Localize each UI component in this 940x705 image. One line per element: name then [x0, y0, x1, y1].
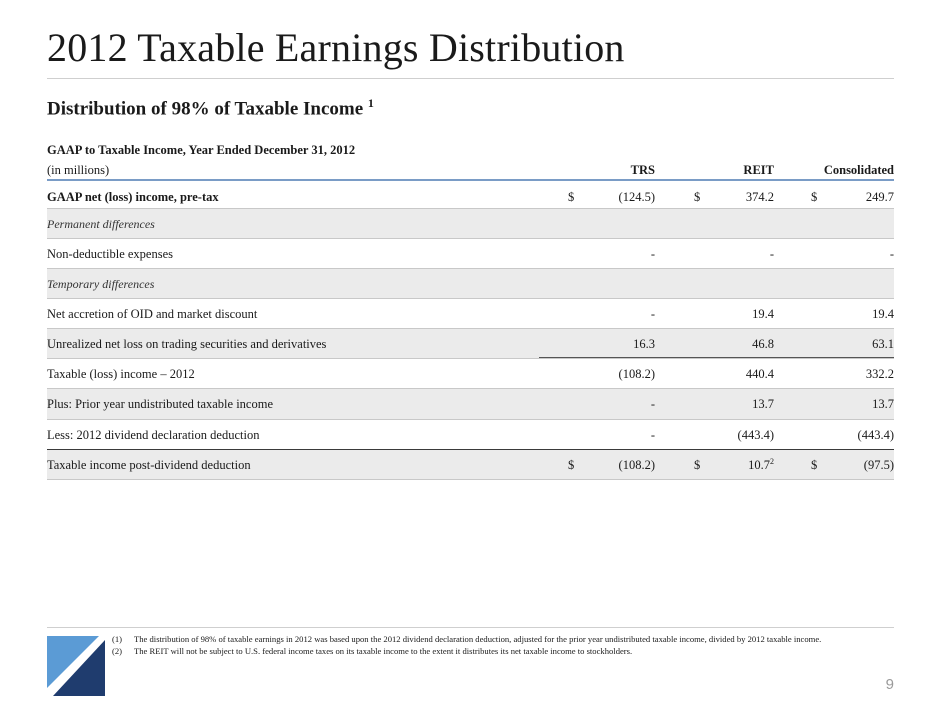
column-header-reit: REIT [743, 163, 774, 177]
subtitle-text: Distribution of 98% of Taxable Income [47, 98, 364, 120]
row-label: GAAP net (loss) income, pre-tax [47, 190, 219, 204]
page-title: 2012 Taxable Earnings Distribution [47, 25, 625, 70]
table-row [47, 299, 894, 329]
row-label: Less: 2012 dividend declaration deduction [47, 428, 260, 442]
header-rule [47, 179, 894, 181]
footnote-2 [112, 646, 872, 658]
currency-symbol: $ [568, 458, 575, 472]
cell-trs: - [650, 307, 655, 321]
footnote-1 [112, 634, 872, 646]
page-subtitle [47, 96, 374, 120]
cell-trs: - [650, 397, 655, 411]
cell-reit: 374.2 [745, 190, 774, 204]
row-label: Net accretion of OID and market discount [47, 307, 258, 321]
cell-trs: - [650, 428, 655, 442]
column-header-trs: TRS [630, 163, 655, 177]
cell-consolidated: (443.4) [857, 428, 894, 442]
units-label: (in millions) [47, 163, 110, 177]
row-label: Non-deductible expenses [47, 247, 174, 261]
company-logo-icon [47, 632, 105, 696]
title-divider [47, 78, 894, 79]
cell-reit: (443.4) [737, 428, 774, 442]
cell-trs: 16.3 [633, 337, 655, 351]
currency-symbol: $ [568, 190, 575, 204]
cell-reit: 440.4 [745, 367, 774, 381]
table-row [47, 420, 894, 450]
cell-trs: (108.2) [618, 367, 655, 381]
currency-symbol: $ [811, 458, 818, 472]
cell-trs: (108.2) [618, 458, 655, 472]
subtotal-rule [539, 357, 894, 358]
row-label: Taxable income post-dividend deduction [47, 458, 251, 472]
table-row-total [47, 450, 894, 480]
row-divider [47, 479, 894, 480]
currency-symbol: $ [694, 190, 701, 204]
cell-consolidated: 13.7 [872, 397, 894, 411]
table-title: GAAP to Taxable Income, Year Ended December 31, 2012 [47, 143, 356, 157]
cell-reit [748, 458, 774, 473]
cell-consolidated: (97.5) [863, 458, 894, 472]
cell-consolidated: 63.1 [872, 337, 894, 351]
cell-reit: 19.4 [752, 307, 774, 321]
section-label: Permanent differences [47, 217, 155, 231]
footnote-text: The REIT will not be subject to U.S. federal income taxes on its taxable income to the extent it distributes its net taxable income to stockholders. [134, 645, 633, 656]
cell-reit: 46.8 [752, 337, 774, 351]
subtitle-footnote-ref: 1 [367, 96, 374, 110]
cell-consolidated: 332.2 [865, 367, 894, 381]
cell-consolidated: 19.4 [872, 307, 894, 321]
cell-trs: - [650, 247, 655, 261]
table-row-section [47, 269, 894, 299]
table-row [47, 239, 894, 269]
table-row [47, 359, 894, 389]
footnote-ref: 2 [770, 456, 774, 466]
cell-reit: 13.7 [752, 397, 774, 411]
currency-symbol: $ [694, 458, 701, 472]
currency-symbol: $ [811, 190, 818, 204]
footnote-text: The distribution of 98% of taxable earnings in 2012 was based upon the 2012 dividend declaration deduction, adjusted for the prior year undistributed taxable income, divided by 2012 taxable income. [134, 634, 822, 644]
row-label: Unrealized net loss on trading securities and derivatives [47, 337, 327, 351]
footer-divider [47, 627, 894, 628]
footnote-number: (2) [112, 645, 123, 656]
cell-trs: (124.5) [618, 190, 655, 204]
cell-reit: - [769, 247, 774, 261]
table-row [47, 329, 894, 359]
cell-consolidated: - [889, 247, 894, 261]
section-label: Temporary differences [47, 277, 155, 291]
footnote-number: (1) [112, 634, 123, 644]
footnotes [112, 634, 872, 657]
page-number: 9 [885, 676, 894, 693]
row-label: Taxable (loss) income – 2012 [47, 367, 195, 381]
cell-reit-value: 10.7 [748, 458, 770, 472]
table-row [47, 389, 894, 419]
table-row-section [47, 209, 894, 239]
cell-consolidated: 249.7 [865, 190, 894, 204]
row-label: Plus: Prior year undistributed taxable income [47, 397, 273, 411]
column-header-consolidated: Consolidated [823, 163, 894, 177]
